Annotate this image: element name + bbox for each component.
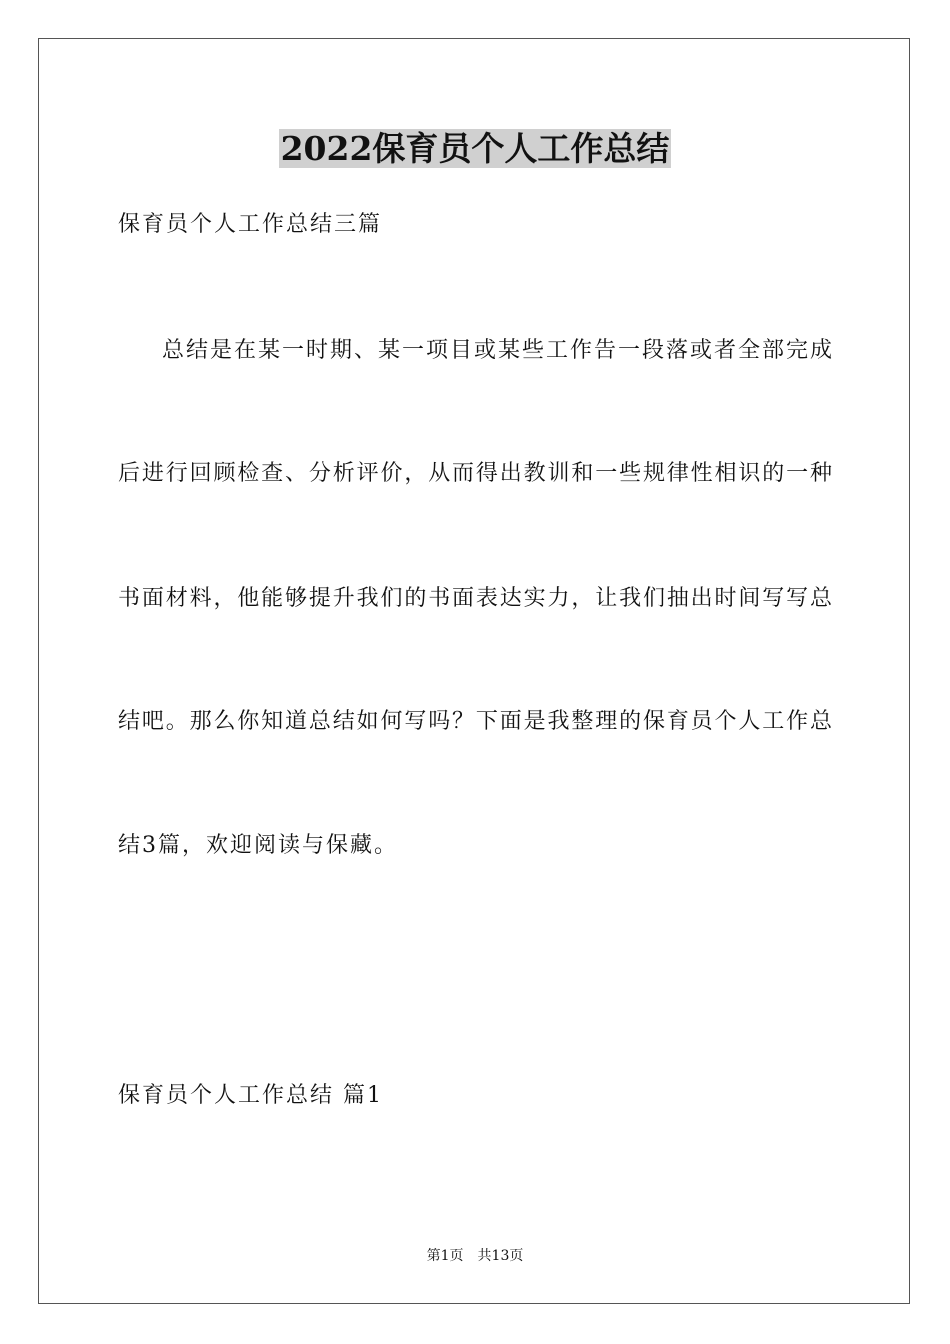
document-title	[0, 126, 950, 172]
paragraph-line-1: 总结是在某一时期、某一项目或某些工作告一段落或者全部完成	[162, 338, 832, 363]
page-footer	[0, 1246, 950, 1266]
paragraph-line-5: 结3篇，欢迎阅读与保藏。	[118, 833, 398, 858]
page-number: 第1页	[426, 1248, 464, 1264]
paragraph-line-4: 结吧。那么你知道总结如何写吗？下面是我整理的保育员个人工作总	[118, 709, 832, 734]
paragraph-line-2: 后进行回顾检查、分析评价，从而得出教训和一些规律性相识的一种	[118, 461, 832, 486]
paragraph-line-3: 书面材料，他能够提升我们的书面表达实力，让我们抽出时间写写总	[118, 586, 832, 611]
page-total: 共13页	[477, 1248, 524, 1264]
document-subtitle: 保育员个人工作总结三篇	[118, 212, 383, 237]
section-heading: 保育员个人工作总结 篇1	[118, 1083, 383, 1108]
document-title-text: 2022保育员个人工作总结	[280, 129, 670, 168]
